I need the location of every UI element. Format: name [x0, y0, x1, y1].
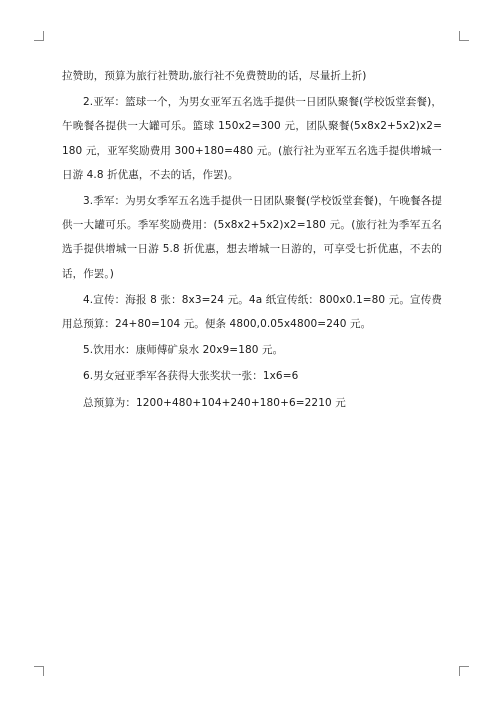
paragraph-sponsorship-note: 拉赞助，预算为旅行社赞助,旅行社不免费赞助的话，尽量折上折): [62, 70, 367, 82]
paragraph-drinking-water: 5.饮用水：康师傅矿泉水 20x9=180 元。: [83, 344, 284, 357]
paragraph-certificates: 6.男女冠亚季军各获得大张奖状一张：1x6=6: [83, 370, 299, 383]
crop-mark-top-left: [34, 31, 44, 41]
paragraph-third-place: 3.季军：为男女季军五名选手提供一日团队聚餐(学校饭堂套餐)，午晚餐各提供一大罐可乐。季军奖励费用：(5x8x2+5x2)x2=180 元。(旅行社为季军五名选手提供增城一日游 5.8 折优惠，想去增城一日游的，可享受七折优惠，不去的话，作罢。): [62, 195, 442, 280]
paragraph-total-budget: 总预算为：1200+480+104+240+180+6=2210 元: [83, 396, 346, 409]
paragraph-publicity: 4.宣传：海报 8 张：8x3=24 元。4a 纸宣传纸：800x0.1=80 元。宣传费用总预算：24+80=104 元。便条 4800,0.05x4800=240 元。: [62, 293, 442, 331]
document-body: [62, 64, 442, 417]
crop-mark-bottom-left: [34, 666, 44, 676]
crop-mark-bottom-right: [459, 666, 469, 676]
paragraph-runner-up: 2.亚军：篮球一个，为男女亚军五名选手提供一日团队聚餐(学校饭堂套餐)，午晚餐各提供一大罐可乐。篮球 150x2=300 元，团队聚餐(5x8x2+5x2)x2=180 元，亚军奖励费用 300+180=480 元。(旅行社为亚军五名选手提供增城一日游 4.8 折优惠，不去的话，作罢)。: [62, 96, 442, 181]
crop-mark-top-right: [459, 31, 469, 41]
